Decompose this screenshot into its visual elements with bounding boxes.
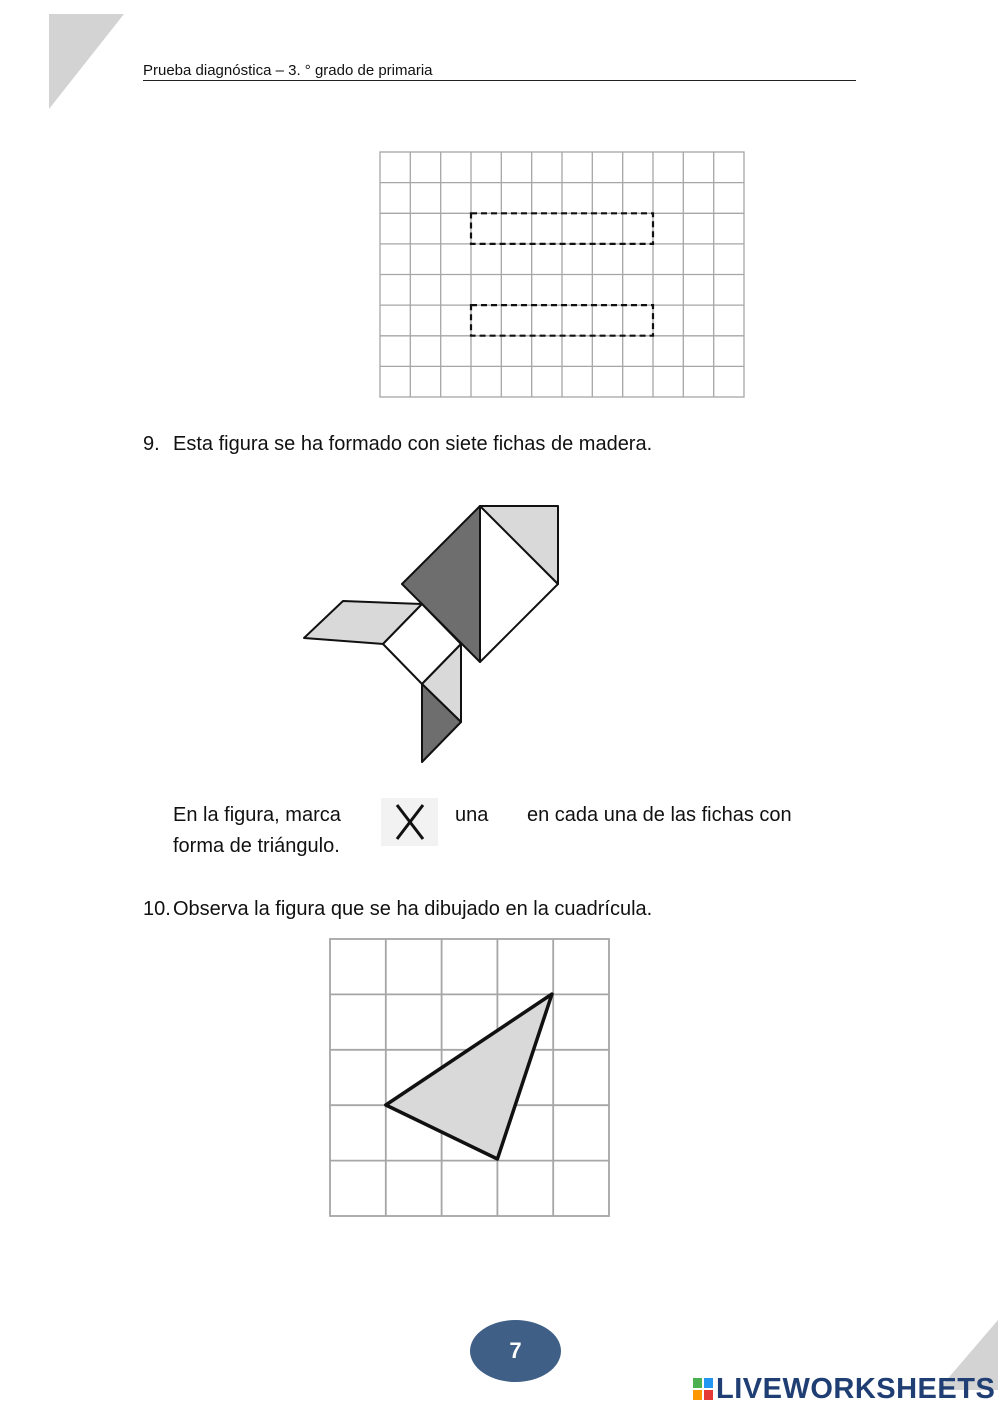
instruction-part1: En la figura, marca — [173, 804, 341, 826]
question-9-number: 9. — [143, 433, 160, 455]
x-mark-box — [381, 798, 438, 846]
instruction-line2: forma de triángulo. — [173, 835, 340, 857]
question-10-text: Observa la figura que se ha dibujado en la cuadrícula. — [173, 898, 653, 920]
question-9-text: Esta figura se ha formado con siete fichas de madera. — [173, 433, 653, 455]
question-10-number: 10. — [143, 898, 171, 920]
drawn-triangle — [386, 994, 552, 1159]
liveworksheets-logo — [692, 1372, 995, 1406]
page-number-badge: 7 — [470, 1320, 561, 1382]
tangram-figure — [300, 500, 565, 770]
instruction-part2: una — [455, 804, 489, 826]
triangle-grid — [328, 937, 612, 1219]
instruction-part3: en cada una de las fichas con — [527, 804, 792, 826]
dashed-rectangles-grid — [378, 150, 746, 400]
liveworksheets-brand: LIVEWORKSHEETS — [716, 1372, 996, 1405]
liveworksheets-logo-icon — [692, 1377, 714, 1401]
x-mark-icon — [392, 802, 428, 842]
corner-decoration-top — [0, 0, 130, 115]
page-header: Prueba diagnóstica – 3. ° grado de primaria — [143, 62, 856, 81]
